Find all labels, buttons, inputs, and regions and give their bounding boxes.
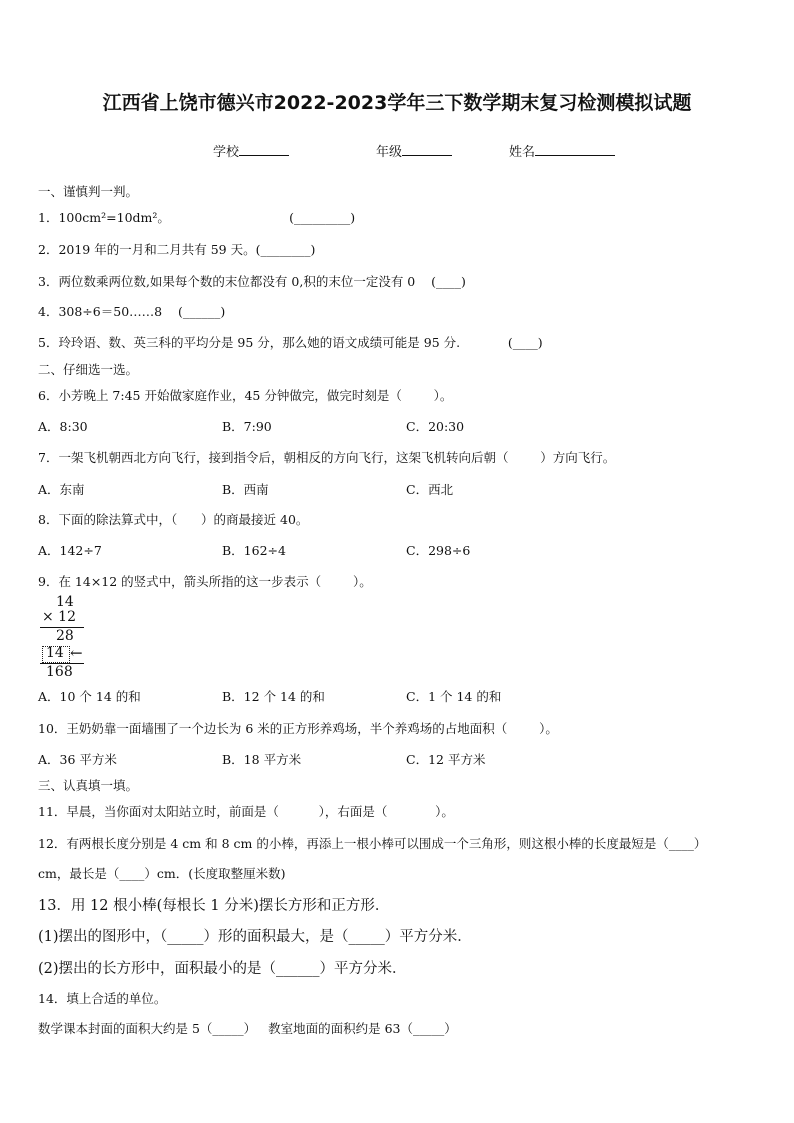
section-heading: 一、谨慎判一判。 [38, 184, 139, 199]
vertical-multiplication [38, 594, 98, 682]
question-3: 3．两位数乘两位数,如果每个数的末位都没有 0,积的末位一定没有 0 (____) [38, 274, 466, 289]
section-heading: 三、认真填一填。 [38, 778, 139, 793]
question-12-line-1: 12．有两根长度分别是 4 cm 和 8 cm 的小棒，再添上一根小棒可以围成一个三角形，则这根小棒的长度最短是（____） [38, 836, 707, 851]
partial-product-2: 14 [46, 645, 64, 661]
option-b: B．7:90 [222, 419, 272, 434]
question-2: 2．2019 年的一月和二月共有 59 天。(________) [38, 242, 316, 257]
school-label: 学校 [213, 145, 240, 160]
question-6: 6．小芳晚上 7:45 开始做家庭作业，45 分钟做完，做完时刻是（ ）。 [38, 388, 453, 403]
question-11: 11．早晨，当你面对太阳站立时，前面是（ ），右面是（ ）。 [38, 804, 454, 819]
question-1: 1．100cm²=10dm²。 (_________) [38, 210, 356, 225]
option-c: C．20:30 [406, 419, 465, 434]
arrow-icon: ← [70, 644, 83, 662]
school-blank [239, 143, 289, 156]
school-field [213, 141, 289, 160]
partial-product-1: 28 [56, 628, 74, 644]
question-4: 4．308÷6＝50……8 (______) [38, 304, 226, 319]
option-a: A．东南 [38, 482, 85, 497]
question-9: 9．在 14×12 的竖式中，箭头所指的这一步表示（ ）。 [38, 574, 372, 589]
option-c: C．298÷6 [406, 543, 471, 558]
question-14: 14．填上合适的单位。 [38, 991, 167, 1006]
question-12-line-2: cm，最长是（____）cm．(长度取整厘米数) [38, 866, 286, 881]
question-7: 7．一架飞机朝西北方向飞行，接到指令后，朝相反的方向飞行，这架飞机转向后朝（ ）方向飞行。 [38, 450, 616, 465]
grade-blank [402, 143, 452, 156]
option-b: B．162÷4 [222, 543, 286, 558]
option-b: B．18 平方米 [222, 752, 302, 767]
multiplicand: 14 [56, 594, 74, 610]
option-c: C．1 个 14 的和 [406, 689, 502, 704]
grade-label: 年级 [376, 145, 403, 160]
option-c: C．12 平方米 [406, 752, 486, 767]
option-b: B．12 个 14 的和 [222, 689, 325, 704]
section-heading: 二、仔细选一选。 [38, 362, 139, 377]
question-10: 10．王奶奶靠一面墙围了一个边长为 6 米的正方形养鸡场，半个养鸡场的占地面积（ ）。 [38, 721, 558, 736]
page-title: 江西省上饶市德兴市2022-2023学年三下数学期末复习检测模拟试题 [102, 92, 692, 114]
question-5: 5．玲玲语、数、英三科的平均分是 95 分，那么她的语文成绩可能是 95 分. (____) [38, 335, 543, 350]
multiplier: × 12 [42, 609, 76, 625]
option-a: A．10 个 14 的和 [38, 689, 141, 704]
option-b: B．西南 [222, 482, 269, 497]
option-a: A．8:30 [38, 419, 88, 434]
name-blank [535, 143, 615, 156]
question-13: 13．用 12 根小棒(每根长 1 分米)摆长方形和正方形． [38, 898, 390, 914]
product-result: 168 [46, 664, 73, 680]
option-a: A．142÷7 [38, 543, 102, 558]
question-13-part-1: (1)摆出的图形中，（_____）形的面积最大，是（_____）平方分米． [38, 929, 472, 945]
option-a: A．36 平方米 [38, 752, 117, 767]
option-c: C．西北 [406, 482, 454, 497]
question-13-part-2: (2)摆出的长方形中，面积最小的是（______）平方分米． [38, 961, 407, 977]
question-8: 8．下面的除法算式中，（ ）的商最接近 40。 [38, 512, 309, 527]
name-label: 姓名 [509, 145, 536, 160]
name-field [509, 141, 615, 160]
question-14-part-1: 数学课本封面的面积大约是 5（_____） 教室地面的面积约是 63（_____） [38, 1021, 457, 1036]
grade-field [376, 141, 452, 160]
